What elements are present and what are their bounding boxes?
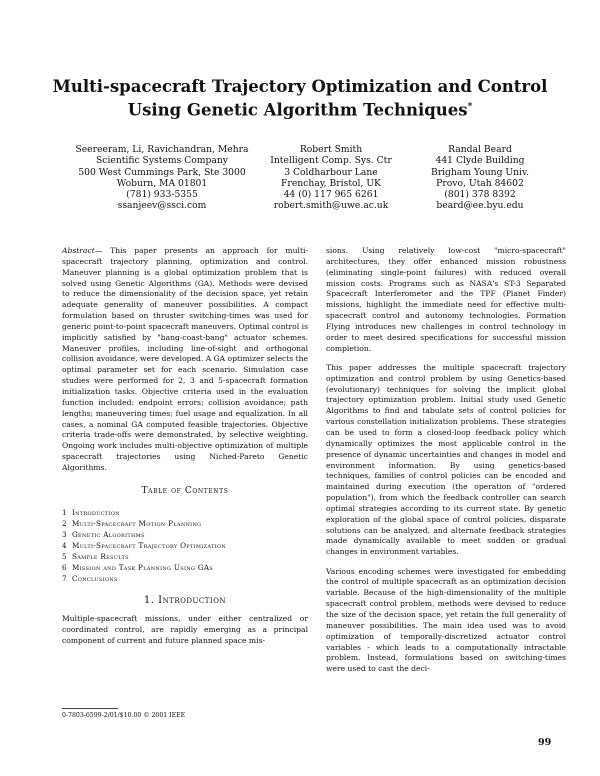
- left-column: [62, 246, 308, 647]
- author-address-1: 500 West Cummings Park, Ste 3000: [78, 166, 246, 178]
- toc-heading: Table of Contents: [141, 485, 229, 496]
- author-email[interactable]: robert.smith@uwe.ac.uk: [273, 200, 389, 212]
- toc-item[interactable]: [62, 518, 308, 529]
- toc-item-number: 6: [62, 562, 67, 572]
- author-email[interactable]: beard@ee.byu.edu: [436, 200, 524, 212]
- author-address-1: 3 Coldharbour Lane: [284, 166, 378, 178]
- title-line-1: Multi-spacecraft Trajectory Optimization and Control: [52, 77, 548, 96]
- abstract: [62, 246, 308, 474]
- footnote-rule: [62, 708, 118, 709]
- page-number: 99: [538, 737, 552, 748]
- toc-item-number: 5: [62, 551, 67, 561]
- author-phone: 44 (0) 117 965 6261: [283, 189, 379, 201]
- toc-item-label: Sample Results: [72, 551, 129, 561]
- author-org: 441 Clyde Building: [435, 155, 525, 167]
- title-line-2-text: Using Genetic Algorithm Techniques: [127, 100, 468, 120]
- abstract-label: Abstract—: [62, 246, 103, 255]
- author-org: Scientific Systems Company: [96, 155, 228, 167]
- toc-item-label: Mission and Task Planning Using GAs: [72, 562, 214, 572]
- right-column: [326, 246, 566, 684]
- author-address-2: Woburn, MA 01801: [116, 177, 208, 189]
- toc-item-label: Conclusions: [72, 573, 118, 583]
- author-block-3: [405, 144, 555, 212]
- toc-item-number: 3: [62, 529, 67, 539]
- toc-item[interactable]: [62, 529, 308, 540]
- toc-item[interactable]: [62, 540, 308, 551]
- author-name: Randal Beard: [448, 144, 512, 155]
- author-address-2: Provo, Utah 84602: [436, 177, 524, 189]
- toc-item-label: Multi-Spacecraft Motion Planning: [72, 518, 202, 528]
- body-paragraph: sions. Using relatively low-cost "micro-spacecraft" architectures, they offer enhanced mission robustness (eliminating single-point failures) with reduced overall mission costs. Programs such as NASA's ST-3 Separated Spacecraft Interferometer and the TPF (Planet Finder) missions, highlight the immediate need for effective multi-spacecraft control and autonomy technologies. Formation Flying introduces new challenges in control technology in order to meet desired specifications for successful mission completion.: [326, 246, 566, 353]
- author-phone: (781) 933-5355: [126, 189, 198, 201]
- author-name: Robert Smith: [299, 144, 363, 155]
- author-block-2: [256, 144, 406, 212]
- author-block-1: [62, 144, 262, 212]
- toc-item-number: 4: [62, 540, 67, 550]
- author-address-2: Frenchay, Bristol, UK: [281, 177, 381, 189]
- toc-item-label: Multi-Spacecraft Trajectory Optimization: [72, 540, 226, 550]
- section-heading-introduction: 1. Introduction: [143, 594, 227, 606]
- abstract-text: This paper presents an approach for multi-spacecraft trajectory planning, optimization and control. Maneuver planning is a global optimization problem that is solved using Genetic Algorithms (GA). Methods were devised to reduce the dimensionality of the decision space, yet retain adequate generality of maneuver possibilities. A compact formulation based on thruster switching-times was used for generic point-to-point spacecraft maneuvers. Optimal control is implicitly satisfied by "bang-coast-bang" actuator schemes. Maneuver profiles, including line-of-sight and orthogonal collision avoidance, were developed. A GA optimizer selects the optimal parameter set for each scenario. Simulation case studies were performed for 2, 3 and 5-spacecraft formation initialization tasks. Objective criteria used in the evaluation function included: endpoint errors; collision avoidance; path lengths; maneuvering times; fuel usage and equalization. In all cases, a nominal GA computed feasible trajectories. Objective criteria trade-offs were demonstrated, by selective weighting. Ongoing work includes multi-objective optimization of multiple spacecraft trajectories using Niched-Pareto Genetic Algorithms.: [62, 246, 309, 472]
- toc-item[interactable]: [62, 507, 308, 518]
- toc-item[interactable]: [62, 562, 308, 573]
- author-email[interactable]: ssanjeev@ssci.com: [117, 200, 207, 212]
- title-footnote-marker: *: [467, 102, 473, 112]
- body-paragraph: This paper addresses the multiple spacecraft trajectory optimization and control problem by using Genetics-based (evolutionary) techniques for solving the implicit global trajectory optimization problem. Initial study used Genetic Algorithms to find and tabulate sets of control policies for various constellation initialization problems. These strategies can be used to form a closed-loop feedback policy which dynamically optimizes the most applicable control in the presence of dynamic uncertainties and changes in model and environment information. By using genetics-based techniques, families of control policies can be encoded and maintained during execution (the operation of "ordered population"), from which the feedback controller can search optimal strategies according to its current state. By genetic exploration of the global space of control policies, disparate solutions can be analyzed, and alternate feedback strategies made dynamically available to meet sudden or gradual changes in environment variables.: [326, 362, 566, 557]
- author-org: Intelligent Comp. Sys. Ctr: [270, 155, 392, 167]
- toc-item-label: Genetic Algorithms: [72, 529, 145, 539]
- toc-item[interactable]: [62, 573, 308, 584]
- table-of-contents: [62, 507, 308, 584]
- author-address-1: Brigham Young Univ.: [430, 166, 530, 178]
- author-phone: (801) 378 8392: [444, 189, 516, 201]
- body-paragraph: Various encoding schemes were investigated for embedding the control of multiple spacecraft as an optimization decision variable. Because of the high-dimensionality of the multiple spacecraft control problem, methods were devised to reduce the size of the decision space, yet retain the full generality of maneuver possibilities. The main idea used was to avoid optimization of temporally-discretized actuator control variables - which leads to a computationally intractable problem. Instead, formulations based on switching-times were used to cast the deci-: [326, 566, 566, 674]
- intro-paragraph: Multiple-spacecraft missions, under either centralized or coordinated control, are rapidly emerging as a principal component of current and future planned space mis-: [62, 614, 308, 646]
- toc-item-label: Introduction: [72, 507, 120, 517]
- toc-item-number: 2: [62, 518, 67, 528]
- toc-item-number: 1: [62, 507, 67, 517]
- toc-item[interactable]: [62, 551, 308, 562]
- toc-item-number: 7: [62, 573, 67, 583]
- title-line-2: [40, 97, 560, 121]
- paper-title: [40, 76, 560, 121]
- author-name: Seereeram, Li, Ravichandran, Mehra: [75, 144, 249, 155]
- footnote: 0-7803-6599-2/01/$10.00 © 2001 IEEE: [62, 712, 186, 719]
